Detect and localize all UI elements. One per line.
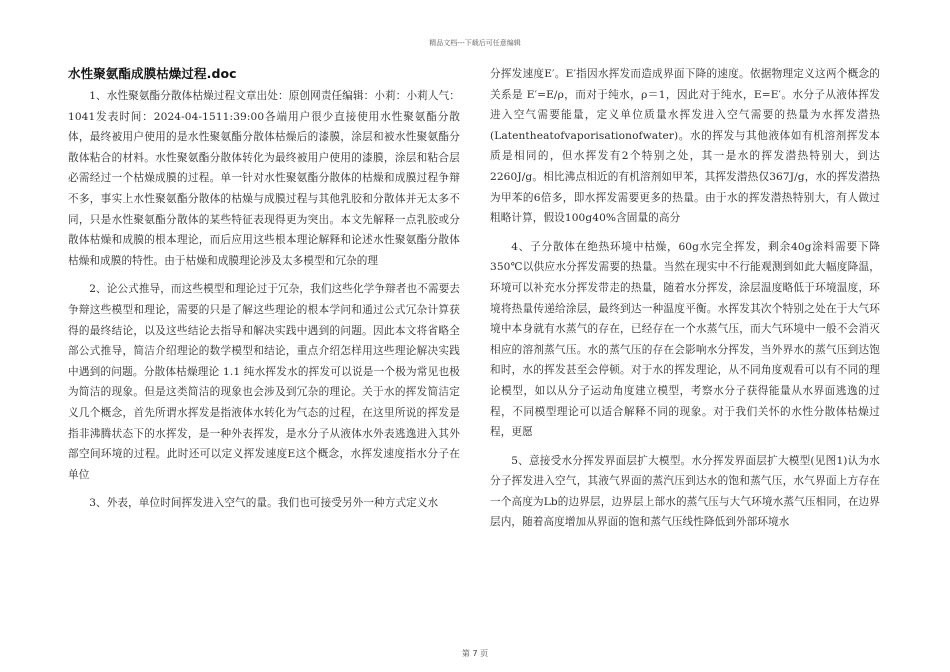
page-header: 精品文档---下载后可任意编辑 xyxy=(429,39,521,47)
paragraph-4: 4、子分散体在绝热环境中枯燥，60g水完全挥发，剩余40g涂料需要下降350℃以供应水分挥发需要的热量。当然在现实中不行能观测到如此大幅度降温，环境可以补充水分挥发带走的热量，随着水分挥发，涂层温度略低于环境温度，环境将热量传递给涂层，最终到达一种温度平衡。水挥发其次个特别之处在于大气环境中本身就有水蒸气的存在，已经存在一个水蒸气压，而大气环境中一般不会消灭相应的溶剂蒸气压。水的蒸气压的存在会影响水分挥发，当外界水的蒸气压到达饱和时，水的挥发甚至会停顿。对于水的挥发理论，从不同角度观看可以有不同的理论模型，如以从分子运动角度建立模型，考察水分子获得能量从水界面逃逸的过程，不同模型理论可以适合解释不同的现象。对于我们关怀的水性分散体枯燥过程，更愿 xyxy=(490,240,880,439)
right-column xyxy=(490,64,880,541)
paragraph-3-continued: 分挥发速度E′。E′指因水挥发而造成界面下降的速度。依据物理定义这两个概念的关系是 E′=E/ρ，而对于纯水，ρ＝1，因此对于纯水，E=E′。水分子从液体挥发进入空气需要能量，定义单位质量水挥发进入空气需要的热量为水挥发潜热(Latentheatofvaporisationofwater)。水的挥发与其他液体如有机溶剂挥发本质是相同的，但水挥发有2个特别之处，其一是水的挥发潜热特别大，到达2260J/g。相比沸点相近的有机溶剂如甲苯，其挥发潜热仅367J/g，水的挥发潜热为甲苯的6倍多，即水挥发需要更多的热量。由于水的挥发潜热特别大，有人做过粗略计算，假设100g40%含固量的高分 xyxy=(490,68,880,225)
paragraph-1: 1、水性聚氨酯分散体枯燥过程文章出处：原创网责任编辑：小莉：小莉人气：1041发表时间：2024-04-1511:39:00各端用户很少直接使用水性聚氨酯分散体，最终被用户使用的是水性聚氨酯分散体枯燥后的漆膜，涂层和被水性聚氨酯分散体粘合的材料。水性聚氨酯分散体转化为最终被用户使用的漆膜，涂层和粘合层必需经过一个枯燥成膜的过程。单一针对水性聚氨酯分散体的枯燥和成膜过程争辩不多，事实上水性聚氨酯分散体的枯燥与成膜过程与其他乳胶和分散体并无太多不同，只是水性聚氨酯分散体的某些特征表现得更为突出。本文先解释一点乳胶或分散体枯燥和成膜的根本理论，而后应用这些根本理论解释和论述水性聚氨酯分散体枯燥和成膜的特性。由于枯燥和成膜理论涉及太多模型和冗杂的理 xyxy=(68,90,460,267)
paragraph-2: 2、论公式推导，而这些模型和理论过于冗杂，我们这些化学争辩者也不需要去争辩这些模型和理论，需要的只是了解这些理论的根本学问和通过公式冗杂计算获得的最终结论，以及这些结论去指导和解决实践中遇到的问题。因此本文将省略全部公式推导，简洁介绍理论的数学模型和结论，重点介绍怎样用这些理论解决实践中遇到的问题。分散体枯燥理论 1.1 纯水挥发水的挥发可以说是一个极为常见也极为简洁的现象。但是这类简洁的现象也会涉及到冗杂的理论。关于水的挥发简洁定义几个概念，首先所谓水挥发是指液体水转化为气态的过程，在这里所说的挥发是指非沸腾状态下的水挥发，是一种外表挥发，是水分子从液体水外表逃逸进入其外部空间环境的过程。此时还可以定义挥发速度E这个概念，水挥发速度指水分子在单位 xyxy=(68,283,460,481)
paragraph-3: 3、外表，单位时间挥发进入空气的量。我们也可接受另外一种方式定义水 xyxy=(89,497,439,510)
document-title: 水性聚氨酯成膜枯燥过程.doc xyxy=(68,66,237,81)
paragraph-5: 5、意接受水分挥发界面层扩大模型。水分挥发界面层扩大模型(见图1)认为水分子挥发进入空气，其液气界面的蒸汽压到达水的饱和蒸气压，水气界面上方存在一个高度为Lb的边界层，边界层上部水的蒸气压与大气环境水蒸气压相同，在边界层内，随着高度增加从界面的饱和蒸气压线性降低到外部环境水 xyxy=(490,454,880,529)
left-column xyxy=(68,64,460,522)
page-footer: 第 7 页 xyxy=(461,649,489,658)
